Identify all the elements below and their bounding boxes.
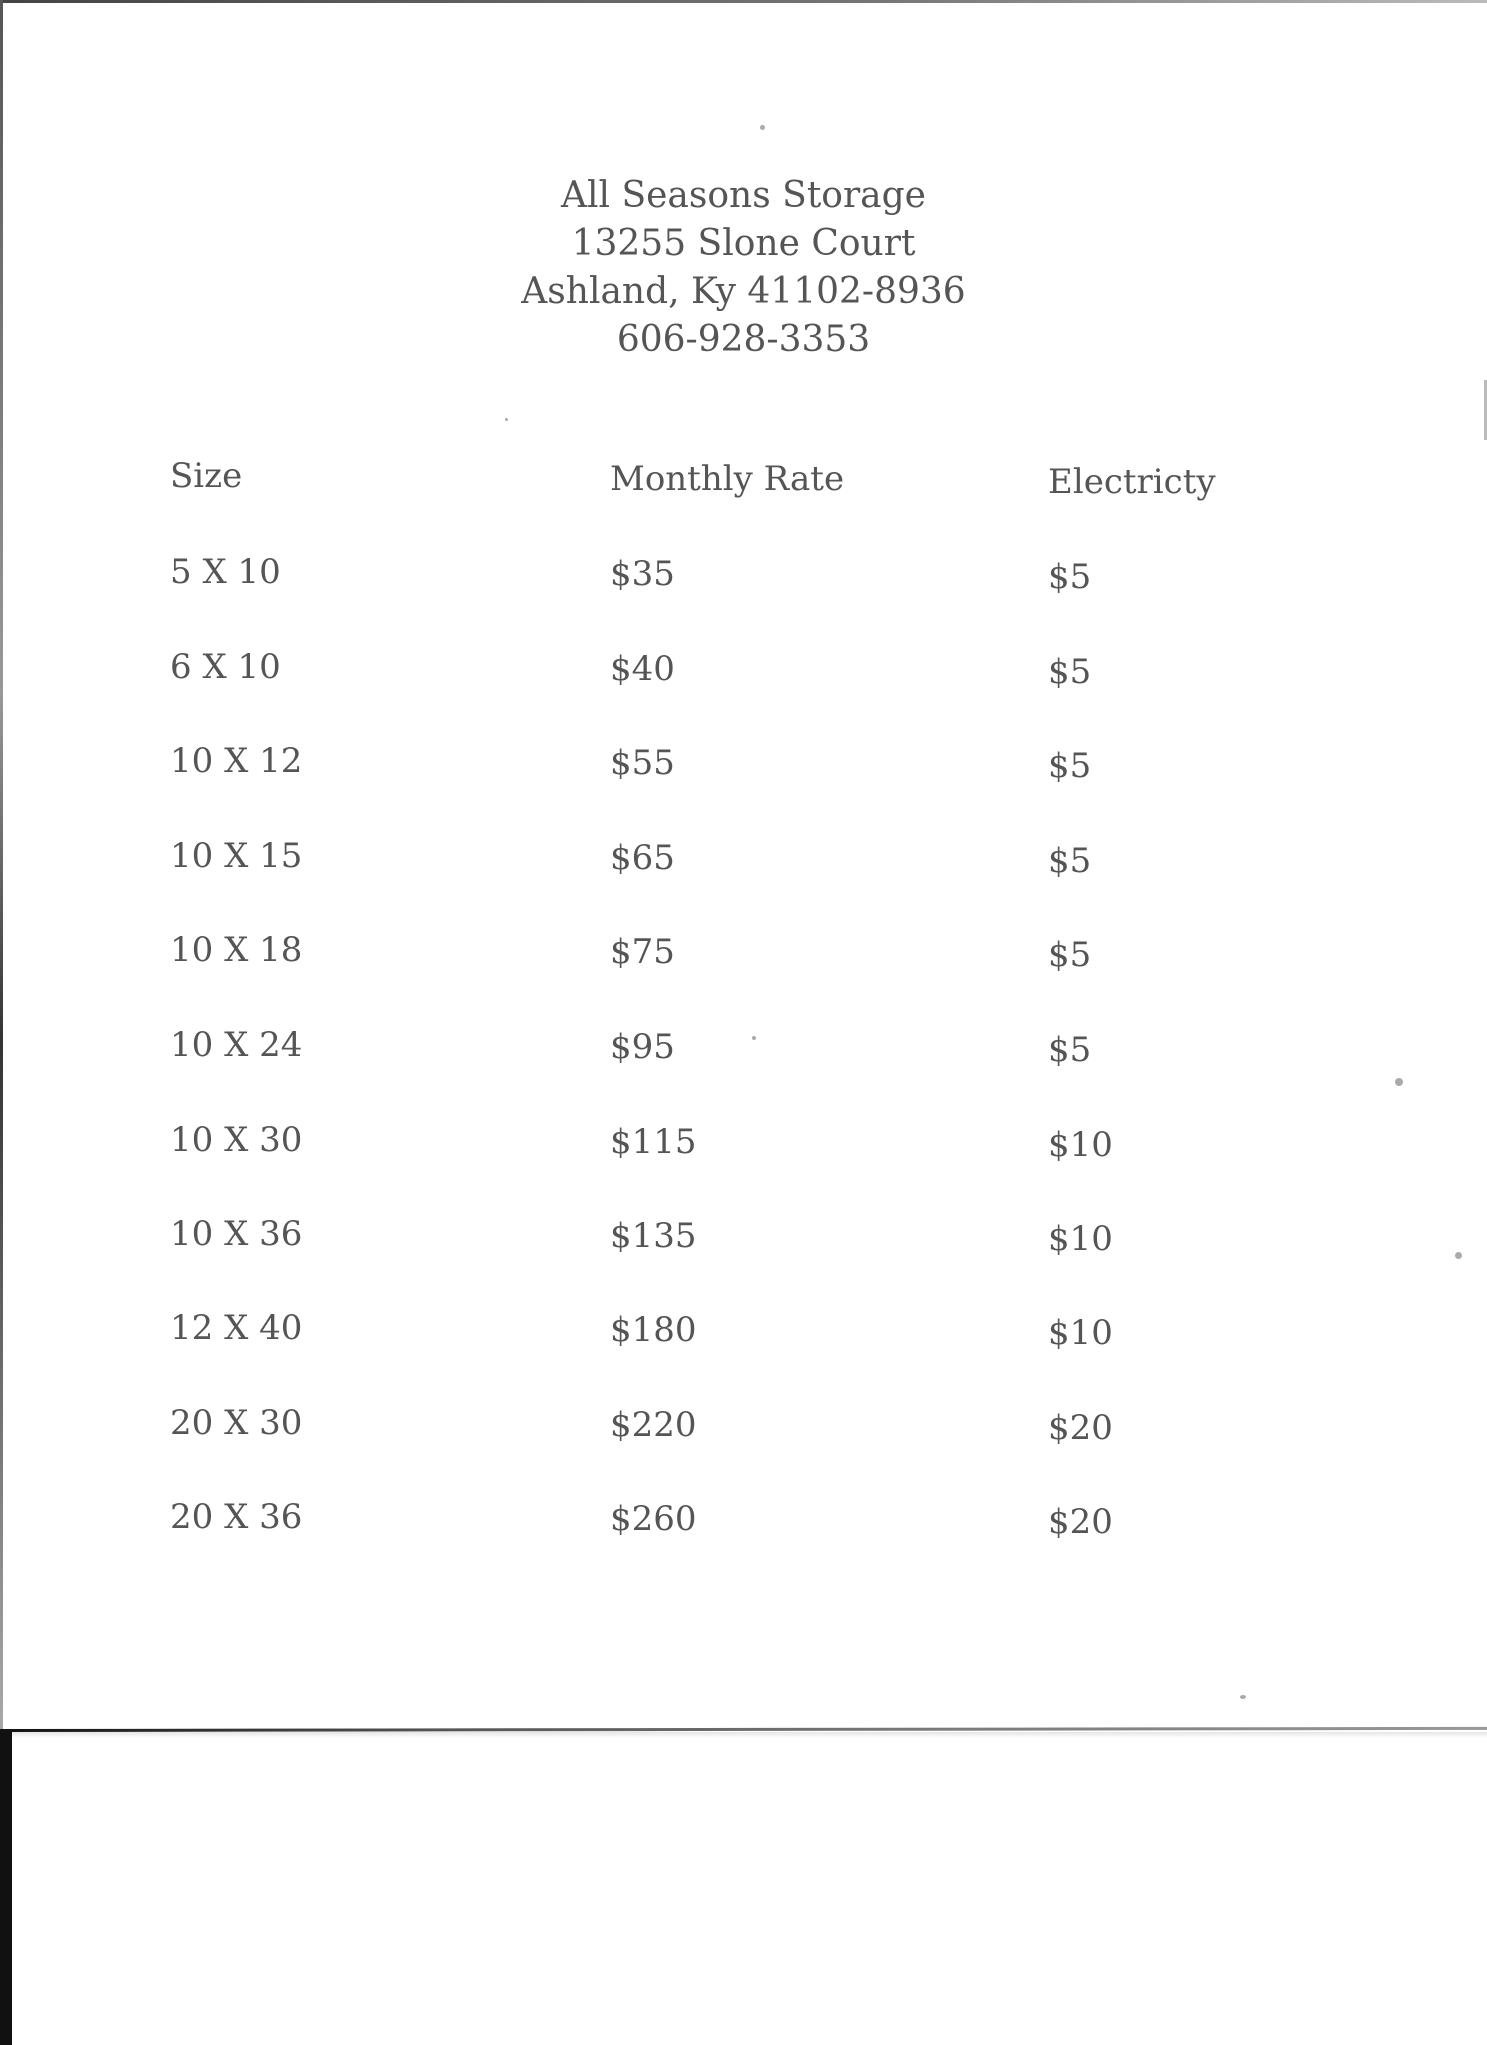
table-row-rate: $40 [610, 649, 675, 689]
table-row-rate: $135 [610, 1216, 697, 1256]
table-row-size: 20 X 30 [170, 1403, 303, 1443]
table-row-size: 5 X 10 [170, 552, 281, 592]
scan-edge-left-bottom [0, 1732, 12, 2045]
table-row-electricity: $5 [1048, 841, 1092, 881]
table-row-electricity: $5 [1048, 746, 1092, 786]
table-row-rate: $35 [610, 554, 675, 594]
table-row-electricity: $10 [1048, 1219, 1113, 1259]
table-row-rate: $180 [610, 1310, 697, 1350]
table-row-rate: $115 [610, 1122, 697, 1162]
city-state-zip: Ashland, Ky 41102-8936 [521, 271, 966, 312]
table-row-electricity: $5 [1048, 935, 1092, 975]
column-header-size: Size [170, 456, 243, 496]
table-row-size: 10 X 36 [170, 1214, 303, 1254]
table-row-size: 6 X 10 [170, 647, 281, 687]
table-row-size: 10 X 18 [170, 930, 303, 970]
table-row-electricity: $20 [1048, 1408, 1113, 1448]
table-row-size: 20 X 36 [170, 1497, 303, 1537]
table-row-electricity: $5 [1048, 652, 1092, 692]
table-row-rate: $55 [610, 743, 675, 783]
company-name: All Seasons Storage [561, 175, 926, 216]
table-row-electricity: $5 [1048, 557, 1092, 597]
table-row-size: 10 X 12 [170, 741, 303, 781]
table-row-electricity: $20 [1048, 1502, 1113, 1542]
column-header-monthly-rate: Monthly Rate [610, 459, 845, 499]
phone-number: 606-928-3353 [616, 319, 871, 360]
table-row-electricity: $10 [1048, 1313, 1113, 1353]
table-row-rate: $95 [610, 1027, 675, 1067]
table-row-size: 10 X 15 [170, 836, 303, 876]
table-row-electricity: $5 [1048, 1030, 1092, 1070]
table-row-electricity: $10 [1048, 1125, 1113, 1165]
table-row-rate: $65 [610, 838, 675, 878]
table-row-size: 12 X 40 [170, 1308, 303, 1348]
column-header-electricity: Electricty [1048, 462, 1216, 502]
paper-edge-shadow [0, 1732, 1487, 1738]
table-row-size: 10 X 24 [170, 1025, 303, 1065]
table-row-size: 10 X 30 [170, 1120, 303, 1160]
table-row-rate: $220 [610, 1405, 697, 1445]
street-address: 13255 Slone Court [571, 223, 916, 264]
table-row-rate: $75 [610, 932, 675, 972]
table-row-rate: $260 [610, 1499, 697, 1539]
